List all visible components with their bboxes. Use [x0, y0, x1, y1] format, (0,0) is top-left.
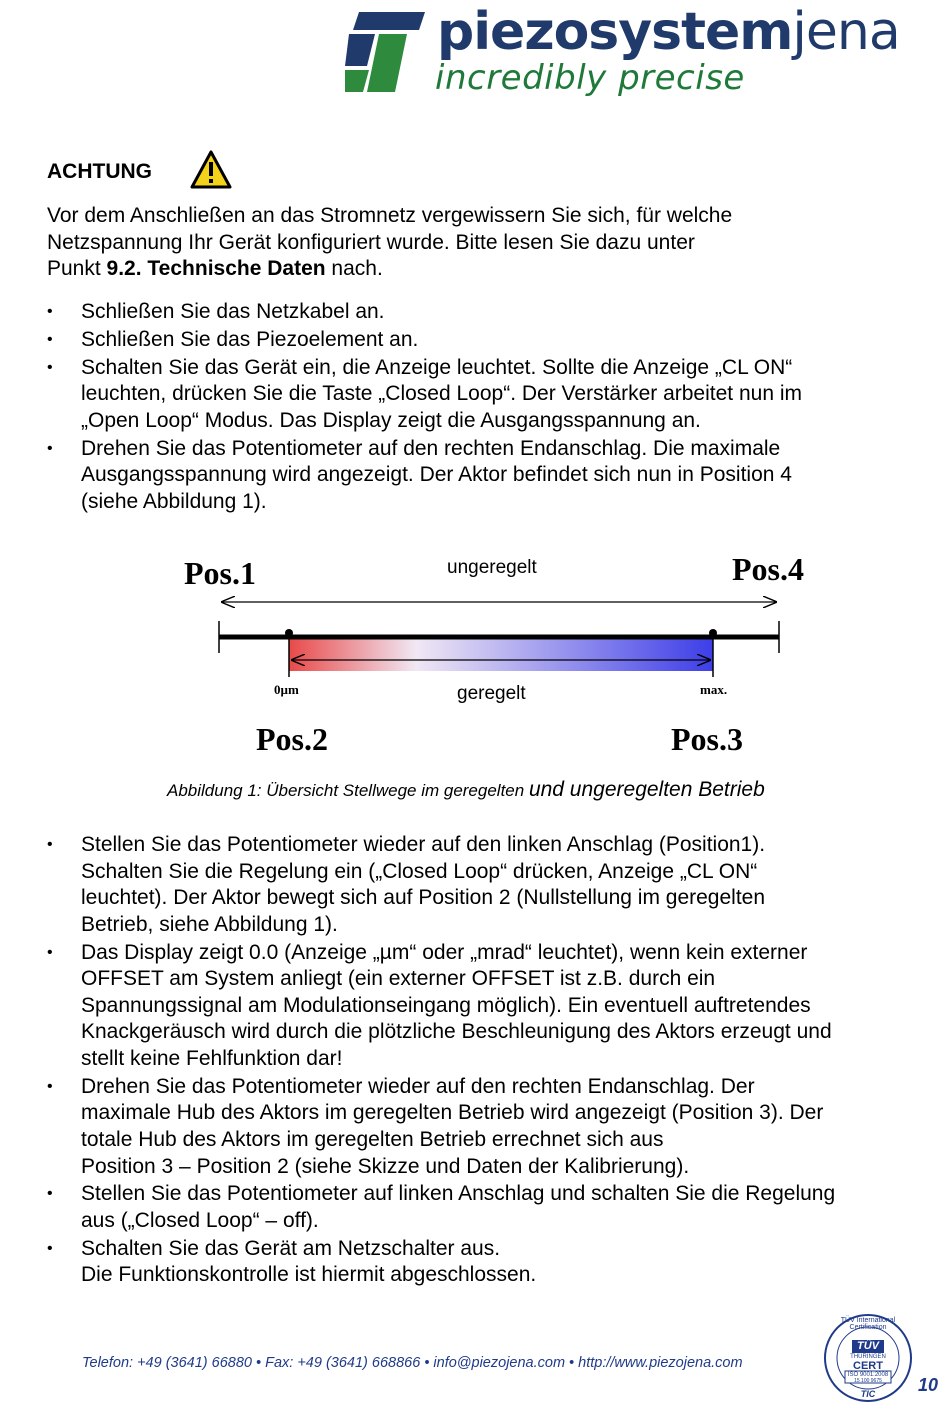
list-item — [47, 940, 919, 1073]
figure-positions — [170, 537, 830, 762]
list-item-line: • Schließen Sie das Piezoelement an. — [81, 327, 419, 351]
intro-line: Netzspannung Ihr Gerät konfiguriert wurde. Bitte lesen Sie dazu unter — [47, 230, 695, 254]
list-item-line: • Schließen Sie das Netzkabel an. — [81, 300, 385, 323]
list-item-line: Schalten Sie die Regelung ein („Closed Loop“ drücken, Anzeige „CL ON“ — [81, 859, 758, 883]
regulated-label: geregelt — [457, 683, 526, 704]
company-logo — [345, 2, 945, 98]
list-item-line: stellt keine Fehlfunktion dar! — [81, 1046, 343, 1070]
list-item-line: Die Funktionskontrolle ist hiermit abgeschlossen. — [81, 1263, 537, 1287]
list-item-line: leuchtet). Der Aktor bewegt sich auf Position 2 (Nullstellung im geregelten — [81, 886, 766, 910]
regulated-range-bar — [289, 637, 713, 671]
list-item — [47, 436, 919, 516]
list-item — [47, 1074, 919, 1180]
intro-line: Punkt 9.2. Technische Daten nach. — [47, 257, 383, 280]
list-item-line: leuchten, drücken Sie die Taste „Closed Loop“. Der Verstärker arbeitet nun im — [81, 382, 802, 406]
zero-tick-label: 0µm — [274, 682, 299, 697]
intro-paragraph — [47, 203, 919, 283]
list-item-line: • Das Display zeigt 0.0 (Anzeige „µm“ oder „mrad“ leuchtet), wenn kein externer — [81, 940, 808, 964]
intro-line: Vor dem Anschließen an das Stromnetz vergewissern Sie sich, für welche — [47, 204, 733, 227]
list-item — [47, 299, 919, 326]
list-item-line: Betrieb, siehe Abbildung 1). — [81, 912, 338, 936]
list-item-line: • Schalten Sie das Gerät ein, die Anzeige leuchtet. Sollte die Anzeige „CL ON“ — [81, 355, 793, 379]
footer-contact: Telefon: +49 (3641) 66880 • Fax: +49 (3641) 668866 • info@piezojena.com • http://www.piezojena.com — [82, 1355, 743, 1371]
pos1-label: Pos.1 — [184, 555, 256, 591]
logo-mark-icon — [345, 10, 427, 94]
list-item-line: • Schalten Sie das Gerät am Netzschalter aus. — [81, 1236, 501, 1260]
list-item-line: aus („Closed Loop“ – off). — [81, 1208, 319, 1232]
list-item-line: Ausgangsspannung wird angezeigt. Der Aktor befindet sich nun in Position 4 — [81, 463, 792, 487]
unregulated-label: ungeregelt — [447, 557, 537, 578]
list-item-line: (siehe Abbildung 1). — [81, 489, 267, 513]
pos3-label: Pos.3 — [671, 721, 743, 757]
list-item — [47, 832, 919, 938]
warning-triangle-icon — [190, 150, 232, 190]
list-item-line: OFFSET am System anliegt (ein externer OFFSET ist z.B. durch ein — [81, 967, 716, 991]
list-item-line: • Stellen Sie das Potentiometer wieder auf den linken Anschlag (Position1). — [81, 833, 766, 856]
list-item — [47, 1181, 919, 1234]
list-item — [47, 355, 919, 435]
page-number: 10 — [918, 1375, 939, 1395]
instruction-list-bottom — [47, 832, 919, 1290]
logo-tagline: incredibly precise — [435, 58, 745, 98]
list-item-line: • Stellen Sie das Potentiometer auf linken Anschlag und schalten Sie die Regelung — [81, 1182, 836, 1206]
list-item — [47, 1236, 919, 1289]
pos2-label: Pos.2 — [256, 721, 328, 757]
pos4-label: Pos.4 — [732, 551, 804, 587]
list-item-line: Spannungssignal am Modulationseingang möglich). Ein eventuell auftretendes — [81, 993, 811, 1017]
list-item-line: Knackgeräusch wird durch die plötzliche Beschleunigung des Aktors erzeugt und — [81, 1020, 832, 1044]
tuv-cert-seal: TÜV International Certification TÜV THÜRINGEN CERT ISO 9001:2008 15 100 9675 TIC — [822, 1313, 914, 1403]
logo-wordmark: piezosystemjena — [437, 2, 900, 62]
list-item-line: totale Hub des Aktors im geregelten Betrieb errechnet sich aus — [81, 1127, 664, 1151]
list-item-line: „Open Loop“ Modus. Das Display zeigt die Ausgangsspannung an. — [81, 408, 701, 432]
list-item-line: • Drehen Sie das Potentiometer auf den rechten Endanschlag. Die maximale — [81, 436, 781, 460]
figure-caption: Abbildung 1: Übersicht Stellwege im geregelten und ungeregelten Betrieb — [167, 778, 765, 801]
list-item-line: Position 3 – Position 2 (siehe Skizze und Daten der Kalibrierung). — [81, 1154, 690, 1178]
list-item-line: maximale Hub des Aktors im geregelten Betrieb wird angezeigt (Position 3). Der — [81, 1101, 824, 1125]
instruction-list-top — [47, 299, 919, 517]
list-item-line: • Drehen Sie das Potentiometer wieder auf den rechten Endanschlag. Der — [81, 1074, 755, 1098]
list-item — [47, 327, 919, 354]
max-tick-label: max. — [700, 682, 728, 697]
warning-title: ACHTUNG — [47, 160, 152, 183]
